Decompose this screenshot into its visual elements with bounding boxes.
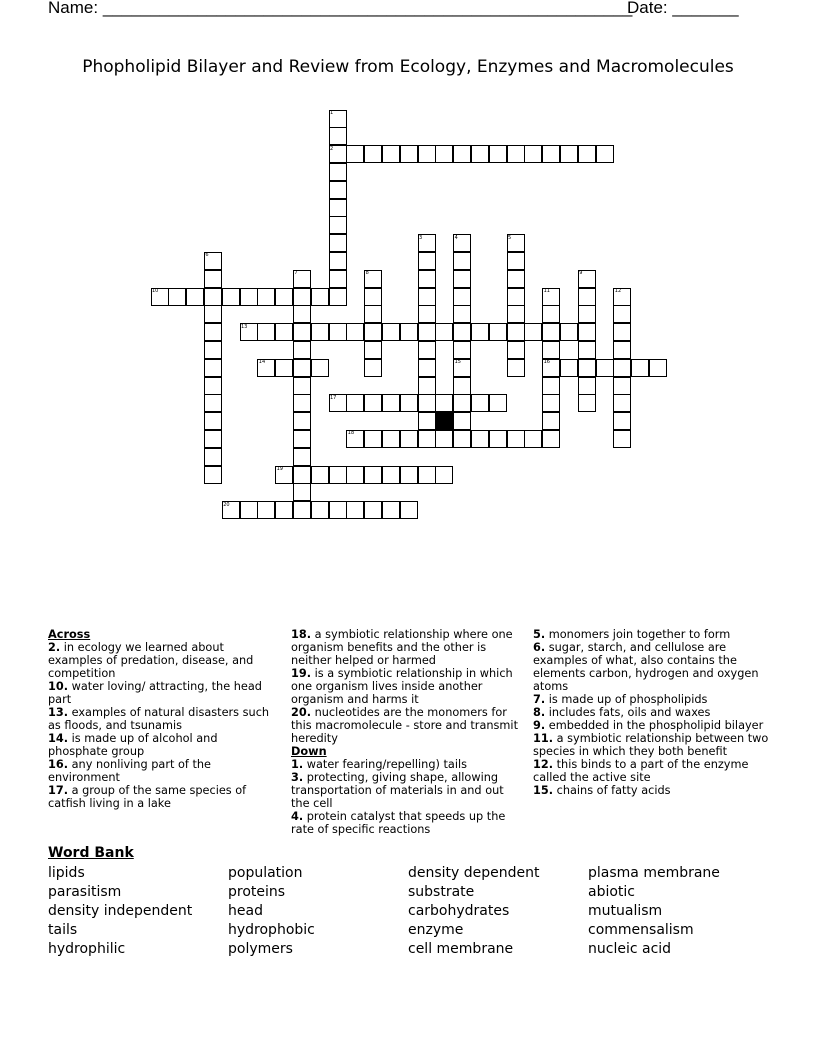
- word-bank-item: enzyme: [408, 922, 464, 938]
- crossword-cell[interactable]: [489, 394, 507, 412]
- crossword-cell[interactable]: [222, 288, 240, 306]
- crossword-cell[interactable]: [329, 288, 347, 306]
- crossword-cell[interactable]: [364, 501, 382, 519]
- word-bank-column: [48, 864, 192, 959]
- clue-number-label: 16: [543, 359, 550, 366]
- crossword-cell[interactable]: [578, 288, 596, 306]
- clue-item: [48, 784, 280, 810]
- crossword-cell[interactable]: [453, 270, 471, 288]
- clue-number: 1.: [291, 758, 304, 771]
- clue-item: [533, 693, 769, 706]
- clue-number: 12.: [533, 758, 554, 771]
- crossword-cell[interactable]: [453, 412, 471, 430]
- clue-number-label: 2: [330, 145, 334, 152]
- crossword-cell[interactable]: [578, 145, 596, 163]
- word-bank-item: polymers: [228, 941, 293, 957]
- crossword-cell[interactable]: [204, 359, 222, 377]
- crossword-cell[interactable]: [293, 466, 311, 484]
- crossword-cell[interactable]: [204, 394, 222, 412]
- word-bank-item: abiotic: [588, 884, 635, 900]
- crossword-cell[interactable]: [489, 145, 507, 163]
- crossword-cell[interactable]: [329, 181, 347, 199]
- crossword-cell[interactable]: [204, 448, 222, 466]
- clue-number-label: 18: [347, 430, 355, 437]
- clue-number-label: 1: [330, 110, 334, 116]
- crossword-cell[interactable]: [400, 145, 418, 163]
- crossword-cell[interactable]: [400, 466, 418, 484]
- crossword-cell[interactable]: [329, 216, 347, 234]
- crossword-cell[interactable]: [453, 377, 471, 395]
- crossword-cell[interactable]: [329, 466, 347, 484]
- crossword-cell[interactable]: [364, 466, 382, 484]
- crossword-cell[interactable]: [346, 501, 364, 519]
- clue-item: [291, 758, 523, 771]
- clue-text: a symbiotic relationship between two species in which they both benefit: [533, 732, 769, 758]
- crossword-cell[interactable]: [329, 501, 347, 519]
- clue-number-label: 5: [508, 234, 512, 241]
- crossword-cell[interactable]: [453, 430, 471, 448]
- crossword-cell[interactable]: [507, 270, 525, 288]
- word-bank-title: Word Bank: [48, 845, 134, 861]
- crossword-cell[interactable]: [311, 501, 329, 519]
- word-bank-item: nucleic acid: [588, 941, 672, 957]
- crossword-cell[interactable]: [453, 252, 471, 270]
- word-bank-item: hydrophilic: [48, 941, 126, 957]
- crossword-cell[interactable]: [418, 377, 436, 395]
- crossword-cell[interactable]: [168, 288, 186, 306]
- clue-text: water loving/ attracting, the head part: [48, 680, 262, 706]
- crossword-cell[interactable]: [560, 359, 578, 377]
- crossword-cell[interactable]: [418, 252, 436, 270]
- crossword-cell[interactable]: [418, 430, 436, 448]
- crossword-cell[interactable]: [435, 466, 453, 484]
- crossword-cell[interactable]: [400, 501, 418, 519]
- crossword-cell[interactable]: [364, 394, 382, 412]
- crossword-cell[interactable]: [578, 305, 596, 323]
- clues-column-3: [533, 628, 769, 797]
- word-bank-item: proteins: [228, 884, 286, 900]
- clue-number: 7.: [533, 693, 546, 706]
- clue-text: any nonliving part of the environment: [48, 758, 211, 784]
- clue-number: 17.: [48, 784, 69, 797]
- crossword-cell[interactable]: [435, 430, 453, 448]
- crossword-cell[interactable]: [257, 288, 275, 306]
- word-bank-item: plasma membrane: [588, 865, 720, 881]
- clues-column-2: [291, 628, 523, 836]
- crossword-cell[interactable]: [311, 288, 329, 306]
- crossword-cell[interactable]: [613, 412, 631, 430]
- clue-number: 19.: [291, 667, 312, 680]
- clue-text: is made up of alcohol and phosphate group: [48, 732, 218, 758]
- crossword-cell[interactable]: [382, 501, 400, 519]
- clue-item: [291, 771, 523, 810]
- crossword-cell[interactable]: [293, 448, 311, 466]
- word-bank-item: carbohydrates: [408, 903, 510, 919]
- crossword-cell[interactable]: [275, 501, 293, 519]
- clue-number: 16.: [48, 758, 69, 771]
- clue-number-label: 8: [365, 270, 369, 277]
- clue-number-label: 3: [419, 234, 423, 241]
- clue-text: embedded in the phospholipid bilayer: [545, 719, 764, 732]
- crossword-cell[interactable]: [542, 377, 560, 395]
- crossword-cell[interactable]: [364, 288, 382, 306]
- crossword-cell[interactable]: [204, 412, 222, 430]
- name-field-label: Name: ________________________________________________________: [48, 0, 633, 17]
- crossword-cell[interactable]: [435, 323, 453, 341]
- crossword-cell[interactable]: [489, 430, 507, 448]
- crossword-cell[interactable]: [293, 359, 311, 377]
- crossword-cell[interactable]: [453, 145, 471, 163]
- clue-number: 20.: [291, 706, 312, 719]
- crossword-cell[interactable]: [346, 394, 364, 412]
- clue-item: [48, 758, 280, 784]
- clue-text: nucleotides are the monomers for this macromolecule - store and transmit heredity: [291, 706, 518, 745]
- crossword-cell[interactable]: [560, 323, 578, 341]
- word-bank-item: density dependent: [408, 865, 540, 881]
- crossword-cell[interactable]: [631, 359, 649, 377]
- word-bank-item: tails: [48, 922, 78, 938]
- crossword-cell[interactable]: [382, 145, 400, 163]
- crossword-cell[interactable]: [400, 430, 418, 448]
- crossword-cell[interactable]: [293, 394, 311, 412]
- crossword-cell[interactable]: [418, 288, 436, 306]
- crossword-cell[interactable]: [578, 394, 596, 412]
- clue-number: 9.: [533, 719, 546, 732]
- crossword-cell[interactable]: [240, 288, 258, 306]
- crossword-cell[interactable]: [453, 305, 471, 323]
- word-bank-item: hydrophobic: [228, 922, 315, 938]
- clue-number: 3.: [291, 771, 304, 784]
- clue-number-label: 14: [258, 359, 266, 366]
- clue-number-label: 4: [454, 234, 458, 241]
- clue-number: 13.: [48, 706, 69, 719]
- page-title: Phopholipid Bilayer and Review from Ecology, Enzymes and Macromolecules: [82, 57, 734, 77]
- crossword-cell[interactable]: [311, 323, 329, 341]
- crossword-cell[interactable]: [240, 501, 258, 519]
- clue-number: 14.: [48, 732, 69, 745]
- clue-item: [48, 641, 280, 680]
- crossword-cell[interactable]: [418, 466, 436, 484]
- clue-number-label: 7: [294, 270, 298, 277]
- crossword-cell[interactable]: [613, 341, 631, 359]
- crossword-cell[interactable]: [186, 288, 204, 306]
- crossword-cell[interactable]: [542, 430, 560, 448]
- clue-number: 6.: [533, 641, 546, 654]
- crossword-cell[interactable]: [257, 501, 275, 519]
- crossword-cell[interactable]: [507, 341, 525, 359]
- crossword-cell[interactable]: [418, 412, 436, 430]
- crossword-cell[interactable]: [578, 341, 596, 359]
- word-bank-item: lipids: [48, 865, 85, 881]
- crossword-cell[interactable]: [524, 145, 542, 163]
- clue-number: 5.: [533, 628, 546, 641]
- word-bank-item: population: [228, 865, 303, 881]
- clue-number: 2.: [48, 641, 61, 654]
- clue-number: 15.: [533, 784, 554, 797]
- crossword-cell[interactable]: [578, 377, 596, 395]
- clue-text: sugar, starch, and cellulose are examples of what, also contains the elements carbon, hydrogen and oxygen atoms: [533, 641, 759, 693]
- crossword-cell[interactable]: [507, 305, 525, 323]
- clue-number-label: 19: [276, 466, 283, 472]
- crossword-cell[interactable]: [257, 323, 275, 341]
- crossword-cell[interactable]: [346, 145, 364, 163]
- clue-number-label: 11: [543, 288, 550, 294]
- clue-item: [48, 706, 280, 732]
- clue-section-heading: Across: [48, 628, 91, 641]
- clue-number-label: 13: [241, 323, 248, 330]
- clue-item: [291, 667, 523, 706]
- word-bank-column: [228, 864, 315, 959]
- clue-number: 11.: [533, 732, 554, 745]
- clue-number-label: 12: [614, 288, 622, 294]
- word-bank-column: [408, 864, 540, 959]
- crossword-cell[interactable]: [329, 323, 347, 341]
- crossword-cell[interactable]: [364, 430, 382, 448]
- crossword-cell[interactable]: [382, 466, 400, 484]
- crossword-cell[interactable]: [293, 323, 311, 341]
- crossword-cell[interactable]: [204, 288, 222, 306]
- crossword-cell[interactable]: [542, 305, 560, 323]
- clue-text: in ecology we learned about examples of predation, disease, and competition: [48, 641, 254, 680]
- clue-number: 18.: [291, 628, 312, 641]
- crossword-cell[interactable]: [329, 163, 347, 181]
- word-bank-column: [588, 864, 720, 959]
- crossword-cell[interactable]: [507, 323, 525, 341]
- clue-item: [533, 719, 769, 732]
- crossword-cell[interactable]: [311, 359, 329, 377]
- word-bank-item: head: [228, 903, 263, 919]
- crossword-cell[interactable]: [560, 145, 578, 163]
- clue-text: protecting, giving shape, allowing transportation of materials in and out the cell: [291, 771, 504, 810]
- clue-text: protein catalyst that speeds up the rate of specific reactions: [291, 810, 506, 836]
- crossword-cell[interactable]: [418, 305, 436, 323]
- crossword-cell[interactable]: [329, 199, 347, 217]
- crossword-cell[interactable]: [489, 323, 507, 341]
- crossword-cell[interactable]: [293, 341, 311, 359]
- clue-text: this binds to a part of the enzyme called the active site: [533, 758, 749, 784]
- crossword-cell[interactable]: [364, 341, 382, 359]
- crossword-block-cell: [435, 412, 453, 430]
- crossword-cell[interactable]: [613, 359, 631, 377]
- clues-column-1: [48, 628, 280, 810]
- crossword-cell[interactable]: [364, 145, 382, 163]
- word-bank-item: commensalism: [588, 922, 694, 938]
- crossword-cell[interactable]: [613, 394, 631, 412]
- crossword-cell[interactable]: [204, 430, 222, 448]
- clue-item: [48, 732, 280, 758]
- crossword-cell[interactable]: [293, 377, 311, 395]
- clue-number-label: 17: [330, 394, 337, 401]
- clue-item: [533, 641, 769, 693]
- crossword-cell[interactable]: [542, 394, 560, 412]
- crossword-cell[interactable]: [329, 270, 347, 288]
- clue-number-label: 15: [454, 359, 461, 366]
- crossword-cell[interactable]: [293, 288, 311, 306]
- word-bank-item: cell membrane: [408, 941, 514, 957]
- crossword-cell[interactable]: [329, 234, 347, 252]
- word-bank-item: substrate: [408, 884, 475, 900]
- crossword-cell[interactable]: [204, 323, 222, 341]
- crossword-cell[interactable]: [382, 323, 400, 341]
- crossword-cell[interactable]: [293, 483, 311, 501]
- word-bank-item: parasitism: [48, 884, 122, 900]
- crossword-cell[interactable]: [293, 430, 311, 448]
- crossword-cell[interactable]: [542, 323, 560, 341]
- crossword-cell[interactable]: [542, 145, 560, 163]
- crossword-cell[interactable]: [613, 377, 631, 395]
- crossword-cell[interactable]: [453, 394, 471, 412]
- crossword-cell[interactable]: [204, 341, 222, 359]
- crossword-cell[interactable]: [613, 323, 631, 341]
- crossword-cell[interactable]: [524, 323, 542, 341]
- clue-text: water fearing/repelling) tails: [303, 758, 468, 771]
- crossword-cell[interactable]: [329, 127, 347, 145]
- crossword-cell[interactable]: [453, 341, 471, 359]
- crossword-cell[interactable]: [418, 270, 436, 288]
- crossword-cell[interactable]: [418, 145, 436, 163]
- clue-number-label: 6: [205, 252, 209, 259]
- clue-text: a symbiotic relationship where one organism benefits and the other is neither helped or harmed: [291, 628, 513, 667]
- crossword-cell[interactable]: [275, 323, 293, 341]
- crossword-cell[interactable]: [578, 359, 596, 377]
- crossword-cell[interactable]: [293, 305, 311, 323]
- crossword-cell[interactable]: [596, 359, 614, 377]
- clue-number: 4.: [291, 810, 304, 823]
- clue-text: chains of fatty acids: [553, 784, 671, 797]
- crossword-cell[interactable]: [542, 341, 560, 359]
- crossword-cell[interactable]: [329, 252, 347, 270]
- crossword-cell[interactable]: [400, 323, 418, 341]
- word-bank-item: density independent: [48, 903, 193, 919]
- crossword-cell[interactable]: [578, 323, 596, 341]
- crossword-cell[interactable]: [293, 412, 311, 430]
- clue-item: [533, 758, 769, 784]
- crossword-cell[interactable]: [471, 323, 489, 341]
- clue-text: is a symbiotic relationship in which one organism lives inside another organism and harms it: [291, 667, 513, 706]
- clue-text: includes fats, oils and waxes: [545, 706, 711, 719]
- clue-item: [291, 810, 523, 836]
- crossword-cell[interactable]: [453, 323, 471, 341]
- crossword-cell[interactable]: [275, 359, 293, 377]
- date-field-label: Date: _______: [627, 0, 739, 17]
- clue-text: is made up of phospholipids: [545, 693, 708, 706]
- crossword-cell[interactable]: [364, 359, 382, 377]
- clue-number-label: 10: [152, 288, 159, 294]
- crossword-cell[interactable]: [364, 323, 382, 341]
- crossword-cell[interactable]: [507, 145, 525, 163]
- clue-item: [533, 706, 769, 719]
- crossword-cell[interactable]: [524, 430, 542, 448]
- clue-text: monomers join together to form: [545, 628, 731, 641]
- crossword-cell[interactable]: [542, 412, 560, 430]
- crossword-cell[interactable]: [471, 430, 489, 448]
- crossword-cell[interactable]: [418, 359, 436, 377]
- crossword-cell[interactable]: [382, 394, 400, 412]
- crossword-cell[interactable]: [596, 145, 614, 163]
- clue-number-label: 9: [579, 270, 583, 277]
- crossword-cell[interactable]: [400, 394, 418, 412]
- clue-item: [291, 628, 523, 667]
- clue-item: [533, 732, 769, 758]
- crossword-cell[interactable]: [293, 501, 311, 519]
- clue-item: [291, 706, 523, 745]
- crossword-cell[interactable]: [204, 270, 222, 288]
- clue-item: [48, 680, 280, 706]
- crossword-cell[interactable]: [613, 305, 631, 323]
- clue-number: 8.: [533, 706, 546, 719]
- clue-text: examples of natural disasters such as floods, and tsunamis: [48, 706, 270, 732]
- crossword-cell[interactable]: [507, 359, 525, 377]
- crossword-cell[interactable]: [418, 341, 436, 359]
- crossword-cell[interactable]: [364, 305, 382, 323]
- crossword-cell[interactable]: [418, 323, 436, 341]
- crossword-cell[interactable]: [471, 145, 489, 163]
- crossword-cell[interactable]: [613, 430, 631, 448]
- crossword-cell[interactable]: [346, 466, 364, 484]
- clue-number-label: 20: [223, 501, 230, 508]
- clue-text: a group of the same species of catfish living in a lake: [48, 784, 247, 810]
- crossword-cell[interactable]: [204, 466, 222, 484]
- crossword-cell[interactable]: [204, 377, 222, 395]
- crossword-cell[interactable]: [507, 288, 525, 306]
- crossword-cell[interactable]: [275, 288, 293, 306]
- crossword-cell[interactable]: [453, 288, 471, 306]
- crossword-cell[interactable]: [471, 394, 489, 412]
- clue-item: [533, 784, 769, 797]
- crossword-cell[interactable]: [311, 466, 329, 484]
- clue-item: [533, 628, 769, 641]
- clue-number: 10.: [48, 680, 69, 693]
- crossword-cell[interactable]: [507, 430, 525, 448]
- word-bank-item: mutualism: [588, 903, 663, 919]
- crossword-cell[interactable]: [435, 145, 453, 163]
- crossword-cell[interactable]: [435, 394, 453, 412]
- crossword-cell[interactable]: [507, 252, 525, 270]
- crossword-cell[interactable]: [418, 394, 436, 412]
- clue-section-heading: Down: [291, 745, 327, 758]
- crossword-cell[interactable]: [649, 359, 667, 377]
- crossword-cell[interactable]: [204, 305, 222, 323]
- crossword-cell[interactable]: [382, 430, 400, 448]
- crossword-cell[interactable]: [346, 323, 364, 341]
